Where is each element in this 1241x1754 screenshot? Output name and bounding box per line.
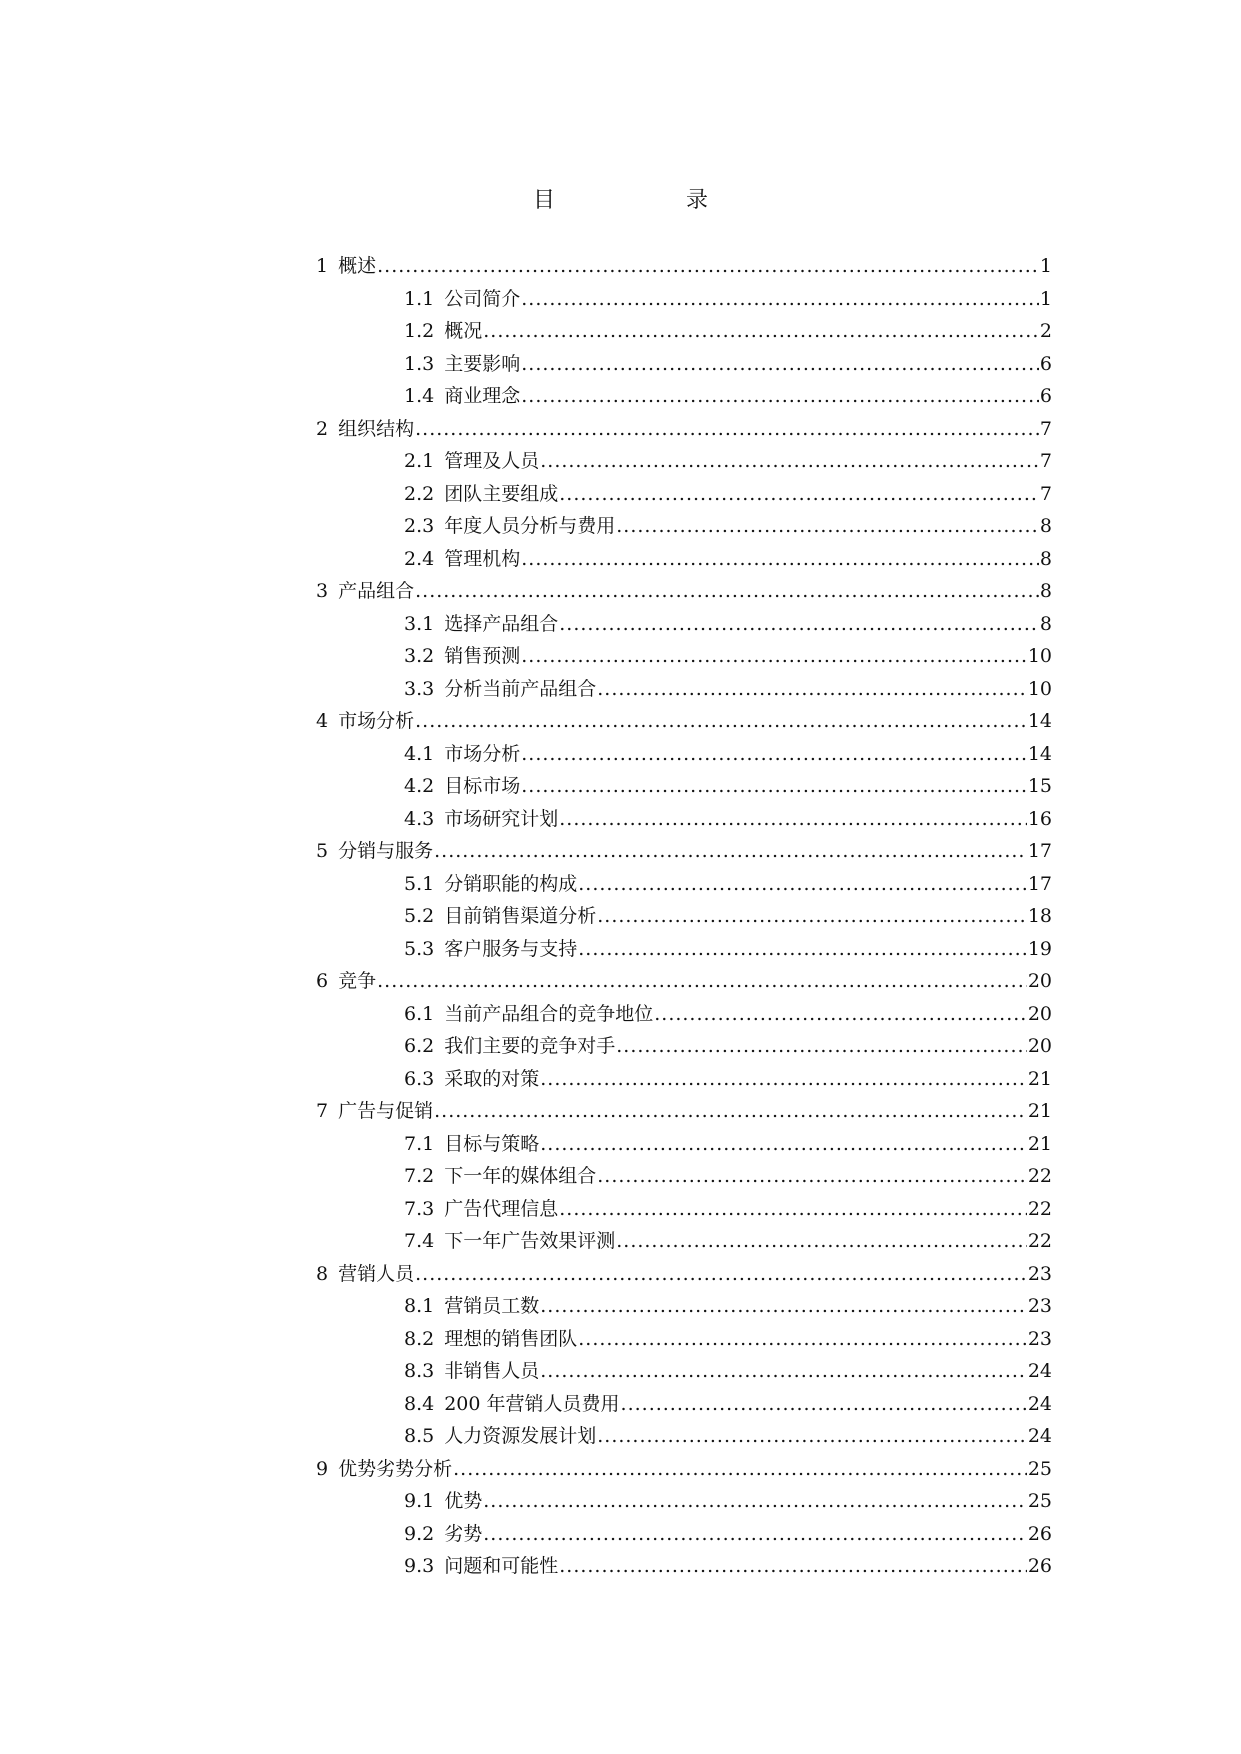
toc-entry-page: 15 bbox=[1027, 775, 1052, 797]
toc-entry-number: 2 bbox=[316, 417, 329, 440]
dot-leader bbox=[521, 548, 1039, 570]
toc-entry-number: 5 bbox=[316, 840, 329, 862]
toc-entry-number: 5.3 bbox=[404, 937, 435, 960]
toc-entry[interactable] bbox=[316, 349, 1052, 382]
toc-entry-number: 9.2 bbox=[404, 1522, 435, 1545]
toc-entry-title: 销售预测 bbox=[444, 645, 521, 667]
toc-entry[interactable] bbox=[316, 1161, 1052, 1194]
page-title: 目 录 bbox=[533, 188, 770, 213]
dot-leader bbox=[540, 450, 1039, 472]
toc-entry[interactable] bbox=[316, 414, 1052, 447]
dot-leader bbox=[616, 1230, 1027, 1252]
toc-entry-title: 分析当前产品组合 bbox=[444, 677, 597, 700]
toc-entry-page: 22 bbox=[1027, 1230, 1052, 1252]
toc-entry-number: 1.4 bbox=[404, 385, 435, 407]
toc-entry-number: 1.2 bbox=[404, 320, 435, 342]
dot-leader bbox=[415, 1263, 1027, 1285]
toc-entry-number: 7.4 bbox=[404, 1230, 435, 1252]
toc-entry-page: 6 bbox=[1039, 385, 1052, 407]
toc-entry-page: 17 bbox=[1027, 872, 1052, 895]
dot-leader bbox=[521, 385, 1039, 407]
toc-entry-number: 3.1 bbox=[404, 612, 435, 635]
dot-leader bbox=[597, 1165, 1027, 1187]
toc-entry-title: 广告代理信息 bbox=[444, 1197, 559, 1220]
toc-entry-page: 26 bbox=[1027, 1522, 1052, 1545]
toc-entry[interactable] bbox=[316, 934, 1052, 967]
toc-entry-title: 分销职能的构成 bbox=[444, 872, 578, 895]
toc-entry-title: 概述 bbox=[338, 255, 377, 277]
toc-entry-title: 管理及人员 bbox=[444, 450, 540, 472]
toc-entry-page: 25 bbox=[1027, 1490, 1052, 1512]
toc-entry-number: 8.2 bbox=[404, 1327, 435, 1350]
toc-entry-title: 概况 bbox=[444, 320, 483, 342]
toc-entry-page: 20 bbox=[1027, 970, 1052, 992]
toc-entry-page: 18 bbox=[1027, 905, 1052, 927]
toc-entry-page: 24 bbox=[1027, 1392, 1052, 1415]
toc-entry-page: 2 bbox=[1039, 320, 1052, 342]
toc-entry[interactable] bbox=[316, 674, 1052, 707]
toc-entry-number: 9.3 bbox=[404, 1555, 435, 1577]
toc-entry-number: 5.1 bbox=[404, 872, 435, 895]
toc-entry-number: 7.2 bbox=[404, 1165, 435, 1187]
toc-entry[interactable] bbox=[316, 901, 1052, 934]
toc-entry-number: 9 bbox=[316, 1457, 329, 1480]
toc-entry[interactable] bbox=[316, 966, 1052, 999]
dot-leader bbox=[559, 613, 1039, 635]
toc-entry-page: 14 bbox=[1027, 742, 1052, 765]
toc-entry-page: 8 bbox=[1039, 515, 1052, 537]
toc-entry-page: 25 bbox=[1027, 1457, 1052, 1480]
toc-entry-title: 商业理念 bbox=[444, 385, 521, 407]
dot-leader bbox=[521, 288, 1039, 310]
toc-entry[interactable] bbox=[316, 381, 1052, 414]
toc-entry[interactable] bbox=[316, 1389, 1052, 1422]
toc-entry[interactable] bbox=[316, 316, 1052, 349]
toc-entry-title: 优势劣势分析 bbox=[338, 1457, 453, 1480]
dot-leader bbox=[377, 970, 1027, 992]
toc-entry-title: 组织结构 bbox=[338, 417, 415, 440]
toc-entry-number: 2.1 bbox=[404, 450, 435, 472]
toc-entry-number: 1.3 bbox=[404, 352, 435, 375]
toc-entry-title: 采取的对策 bbox=[444, 1067, 540, 1090]
toc-entry-title: 主要影响 bbox=[444, 352, 521, 375]
toc-entry[interactable] bbox=[316, 1519, 1052, 1552]
dot-leader bbox=[540, 1360, 1027, 1382]
toc-entry-page: 23 bbox=[1027, 1262, 1052, 1285]
dot-leader bbox=[415, 710, 1027, 732]
dot-leader bbox=[521, 775, 1027, 797]
table-of-contents bbox=[316, 251, 1052, 1584]
toc-entry-page: 6 bbox=[1039, 352, 1052, 375]
toc-entry-title: 年度人员分析与费用 bbox=[444, 515, 616, 537]
toc-entry[interactable] bbox=[316, 641, 1052, 674]
toc-entry-title: 市场研究计划 bbox=[444, 807, 559, 830]
toc-entry-title: 市场分析 bbox=[338, 710, 415, 732]
toc-entry-number: 5.2 bbox=[404, 905, 435, 927]
dot-leader bbox=[434, 840, 1027, 862]
toc-entry-number: 4.2 bbox=[404, 775, 435, 797]
toc-entry-title: 营销员工数 bbox=[444, 1295, 540, 1317]
toc-entry-number: 6.1 bbox=[404, 1002, 435, 1025]
toc-entry[interactable] bbox=[316, 1324, 1052, 1357]
toc-entry-number: 8.4 bbox=[404, 1392, 435, 1415]
toc-entry-page: 26 bbox=[1027, 1555, 1052, 1577]
toc-entry[interactable] bbox=[316, 804, 1052, 837]
toc-entry-page: 21 bbox=[1027, 1067, 1052, 1090]
toc-entry-page: 23 bbox=[1027, 1327, 1052, 1350]
toc-entry-title: 营销人员 bbox=[338, 1262, 415, 1285]
toc-entry-title: 竞争 bbox=[338, 970, 377, 992]
toc-entry-page: 1 bbox=[1039, 287, 1052, 310]
toc-entry-number: 8.1 bbox=[404, 1295, 435, 1317]
toc-entry-number: 4.1 bbox=[404, 742, 435, 765]
toc-entry-page: 8 bbox=[1039, 547, 1052, 570]
toc-entry[interactable] bbox=[316, 1129, 1052, 1162]
toc-entry-number: 6.3 bbox=[404, 1067, 435, 1090]
toc-entry-page: 20 bbox=[1027, 1035, 1052, 1057]
toc-entry-page: 20 bbox=[1027, 1002, 1052, 1025]
toc-entry[interactable] bbox=[316, 1291, 1052, 1324]
toc-entry-number: 8.3 bbox=[404, 1360, 435, 1382]
toc-entry[interactable] bbox=[316, 999, 1052, 1032]
dot-leader bbox=[621, 1393, 1027, 1415]
dot-leader bbox=[616, 515, 1039, 537]
toc-entry-title: 团队主要组成 bbox=[444, 482, 559, 505]
toc-entry-title: 客户服务与支持 bbox=[444, 937, 578, 960]
toc-entry-title: 200 年营销人员费用 bbox=[444, 1392, 620, 1415]
toc-entry-page: 10 bbox=[1027, 645, 1052, 667]
toc-entry-number: 3.3 bbox=[404, 677, 435, 700]
toc-entry-title: 产品组合 bbox=[338, 580, 415, 602]
toc-entry-title: 目标与策略 bbox=[444, 1132, 540, 1155]
dot-leader bbox=[559, 1555, 1027, 1577]
dot-leader bbox=[540, 1133, 1027, 1155]
toc-entry-number: 7 bbox=[316, 1100, 329, 1122]
toc-entry-title: 目前销售渠道分析 bbox=[444, 905, 597, 927]
toc-entry-page: 17 bbox=[1027, 840, 1052, 862]
dot-leader bbox=[483, 320, 1039, 342]
toc-entry-page: 19 bbox=[1027, 937, 1052, 960]
toc-entry-page: 22 bbox=[1027, 1165, 1052, 1187]
toc-entry-number: 3.2 bbox=[404, 645, 435, 667]
toc-entry[interactable] bbox=[316, 706, 1052, 739]
toc-entry-number: 2.4 bbox=[404, 547, 435, 570]
dot-leader bbox=[521, 353, 1039, 375]
toc-entry[interactable] bbox=[316, 251, 1052, 284]
toc-entry[interactable] bbox=[316, 869, 1052, 902]
toc-entry-number: 1 bbox=[316, 255, 329, 277]
toc-entry-number: 4.3 bbox=[404, 807, 435, 830]
dot-leader bbox=[578, 1328, 1027, 1350]
dot-leader bbox=[540, 1068, 1027, 1090]
toc-entry-title: 我们主要的竞争对手 bbox=[444, 1035, 616, 1057]
toc-entry-title: 问题和可能性 bbox=[444, 1555, 559, 1577]
toc-entry-number: 3 bbox=[316, 580, 329, 602]
toc-entry-number: 2.3 bbox=[404, 515, 435, 537]
toc-entry[interactable] bbox=[316, 1226, 1052, 1259]
toc-entry[interactable] bbox=[316, 511, 1052, 544]
toc-entry[interactable] bbox=[316, 609, 1052, 642]
dot-leader bbox=[521, 645, 1027, 667]
toc-entry-number: 2.2 bbox=[404, 482, 435, 505]
dot-leader bbox=[377, 255, 1039, 277]
toc-entry[interactable] bbox=[316, 479, 1052, 512]
dot-leader bbox=[559, 808, 1027, 830]
toc-entry-title: 管理机构 bbox=[444, 547, 521, 570]
toc-entry[interactable] bbox=[316, 576, 1052, 609]
toc-entry-number: 8 bbox=[316, 1262, 329, 1285]
toc-entry-number: 6.2 bbox=[404, 1035, 435, 1057]
toc-entry-number: 4 bbox=[316, 710, 329, 732]
toc-entry[interactable] bbox=[316, 1194, 1052, 1227]
toc-entry-number: 8.5 bbox=[404, 1425, 435, 1447]
toc-entry-page: 23 bbox=[1027, 1295, 1052, 1317]
toc-entry[interactable] bbox=[316, 284, 1052, 317]
toc-entry[interactable] bbox=[316, 836, 1052, 869]
toc-entry-title: 劣势 bbox=[444, 1522, 483, 1545]
toc-entry-title: 公司简介 bbox=[444, 287, 521, 310]
dot-leader bbox=[453, 1458, 1027, 1480]
toc-entry[interactable] bbox=[316, 544, 1052, 577]
toc-entry-title: 广告与促销 bbox=[338, 1100, 434, 1122]
toc-entry-page: 1 bbox=[1039, 255, 1052, 277]
toc-entry[interactable] bbox=[316, 739, 1052, 772]
dot-leader bbox=[616, 1035, 1027, 1057]
toc-entry-page: 7 bbox=[1039, 450, 1052, 472]
dot-leader bbox=[578, 873, 1027, 895]
toc-entry-title: 当前产品组合的竞争地位 bbox=[444, 1002, 654, 1025]
toc-entry-title: 优势 bbox=[444, 1490, 483, 1512]
dot-leader bbox=[597, 1425, 1027, 1447]
dot-leader bbox=[597, 905, 1027, 927]
dot-leader bbox=[415, 580, 1039, 602]
toc-entry-title: 市场分析 bbox=[444, 742, 521, 765]
toc-entry-number: 6 bbox=[316, 970, 329, 992]
toc-entry-number: 7.3 bbox=[404, 1197, 435, 1220]
toc-entry-title: 非销售人员 bbox=[444, 1360, 540, 1382]
toc-entry-title: 人力资源发展计划 bbox=[444, 1425, 597, 1447]
toc-entry[interactable] bbox=[316, 1064, 1052, 1097]
toc-entry-title: 目标市场 bbox=[444, 775, 521, 797]
toc-entry-title: 下一年广告效果评测 bbox=[444, 1230, 616, 1252]
toc-entry[interactable] bbox=[316, 1551, 1052, 1584]
toc-entry-page: 8 bbox=[1039, 580, 1052, 602]
dot-leader bbox=[654, 1003, 1027, 1025]
toc-entry-page: 7 bbox=[1039, 417, 1052, 440]
dot-leader bbox=[483, 1523, 1027, 1545]
toc-entry-page: 24 bbox=[1027, 1360, 1052, 1382]
toc-entry-page: 22 bbox=[1027, 1197, 1052, 1220]
toc-entry[interactable] bbox=[316, 446, 1052, 479]
toc-entry[interactable] bbox=[316, 1259, 1052, 1292]
toc-entry-number: 1.1 bbox=[404, 287, 435, 310]
toc-entry-page: 10 bbox=[1027, 677, 1052, 700]
toc-entry-page: 21 bbox=[1027, 1100, 1052, 1122]
toc-entry-page: 21 bbox=[1027, 1132, 1052, 1155]
toc-entry-title: 选择产品组合 bbox=[444, 612, 559, 635]
toc-entry-title: 理想的销售团队 bbox=[444, 1327, 578, 1350]
toc-entry-page: 8 bbox=[1039, 612, 1052, 635]
dot-leader bbox=[597, 678, 1027, 700]
toc-entry[interactable] bbox=[316, 1454, 1052, 1487]
toc-entry[interactable] bbox=[316, 771, 1052, 804]
toc-entry-number: 9.1 bbox=[404, 1490, 435, 1512]
dot-leader bbox=[559, 483, 1039, 505]
toc-entry[interactable] bbox=[316, 1031, 1052, 1064]
dot-leader bbox=[540, 1295, 1027, 1317]
dot-leader bbox=[415, 418, 1039, 440]
dot-leader bbox=[434, 1100, 1027, 1122]
dot-leader bbox=[559, 1198, 1027, 1220]
toc-entry-page: 16 bbox=[1027, 807, 1052, 830]
toc-entry[interactable] bbox=[316, 1356, 1052, 1389]
dot-leader bbox=[578, 938, 1027, 960]
toc-entry-number: 7.1 bbox=[404, 1132, 435, 1155]
toc-entry[interactable] bbox=[316, 1421, 1052, 1454]
toc-entry-title: 下一年的媒体组合 bbox=[444, 1165, 597, 1187]
toc-entry[interactable] bbox=[316, 1096, 1052, 1129]
toc-entry[interactable] bbox=[316, 1486, 1052, 1519]
toc-entry-title: 分销与服务 bbox=[338, 840, 434, 862]
toc-entry-page: 24 bbox=[1027, 1425, 1052, 1447]
dot-leader bbox=[521, 743, 1027, 765]
dot-leader bbox=[483, 1490, 1027, 1512]
toc-entry-page: 14 bbox=[1027, 710, 1052, 732]
toc-entry-page: 7 bbox=[1039, 482, 1052, 505]
